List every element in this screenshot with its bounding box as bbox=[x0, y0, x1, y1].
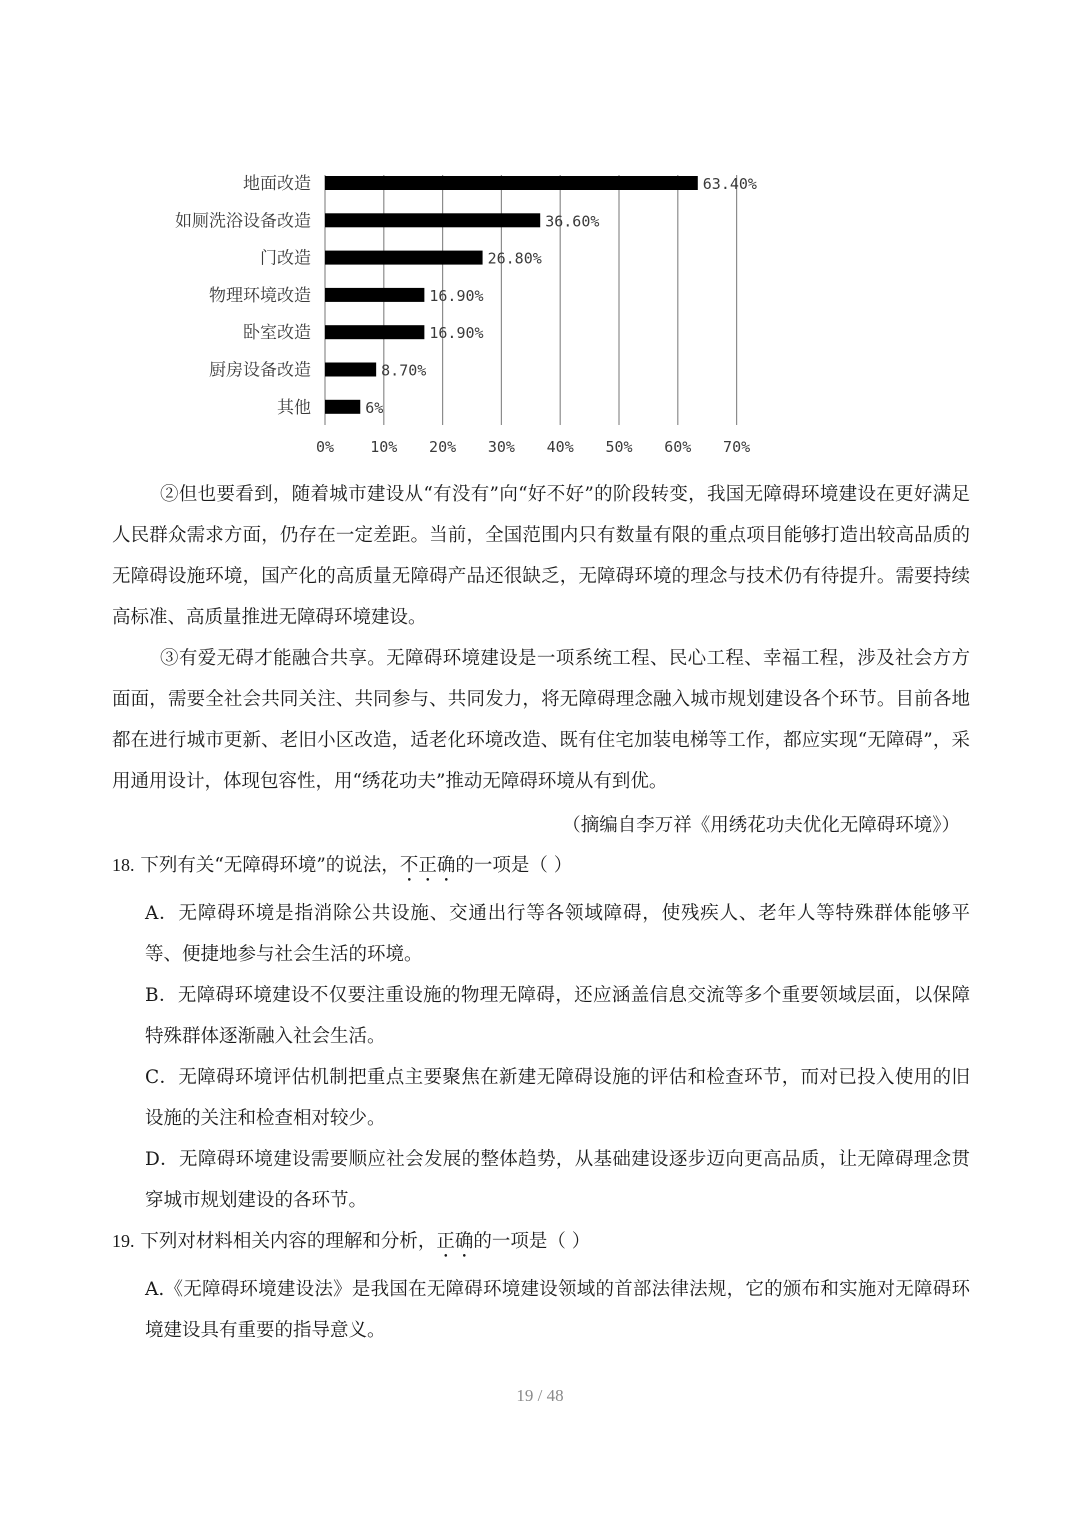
question-stem-text: 下列对材料相关内容的理解和分析， bbox=[140, 1231, 437, 1252]
bar-chart bbox=[0, 150, 1080, 460]
bar bbox=[325, 251, 483, 265]
data-label: 26.80% bbox=[487, 249, 542, 268]
x-tick-label: 60% bbox=[664, 438, 692, 456]
chart-x-tick-labels bbox=[316, 438, 750, 456]
question-number: 19. bbox=[112, 1231, 135, 1251]
question-number: 18. bbox=[112, 855, 135, 875]
x-tick-label: 10% bbox=[370, 438, 398, 456]
paragraph-3: ③有爱无碍才能融合共享。无障碍环境建设是一项系统工程、民心工程、幸福工程，涉及社会方方面面，需要全社会共同关注、共同参与、共同发力，将无障碍理念融入城市规划建设各个环节。目前各地都在进行城市更新、老旧小区改造，适老化环境改造、既有住宅加装电梯等工作，都应实现“无障碍”，采用通用设计，体现包容性，用“绣花功夫”推动无障碍环境从有到优。 bbox=[112, 648, 970, 792]
x-tick-label: 30% bbox=[487, 438, 515, 456]
bar bbox=[325, 213, 540, 227]
page-separator: / bbox=[537, 1386, 543, 1405]
source-citation: （摘编自李万祥《用绣花功夫优化无障碍环境》） bbox=[562, 815, 960, 836]
data-label: 36.60% bbox=[545, 212, 600, 231]
emphasis-text: 不正确 bbox=[399, 855, 456, 876]
chart-category-labels bbox=[175, 174, 311, 418]
bar bbox=[325, 363, 376, 377]
question-stem-text: 的一项是（ ） bbox=[473, 1231, 591, 1252]
bar bbox=[325, 288, 424, 302]
emphasis-text: 正确 bbox=[436, 1231, 474, 1252]
category-label: 如厕洗浴设备改造 bbox=[175, 211, 311, 232]
x-tick-label: 70% bbox=[723, 438, 751, 456]
category-label: 门改造 bbox=[260, 248, 311, 269]
x-tick-label: 0% bbox=[315, 438, 335, 456]
bar bbox=[325, 176, 698, 190]
category-label: 地面改造 bbox=[243, 174, 311, 194]
question-stem-text: 下列有关“无障碍环境”的说法， bbox=[140, 855, 400, 876]
page-current: 19 bbox=[516, 1386, 534, 1405]
question-stem-text: 的一项是（ ） bbox=[455, 855, 573, 876]
question-18-stem bbox=[112, 845, 972, 886]
bar bbox=[325, 325, 424, 339]
paragraph-2: ②但也要看到，随着城市建设从“有没有”向“好不好”的阶段转变，我国无障碍环境建设在更好满足人民群众需求方面，仍存在一定差距。当前，全国范围内只有数量有限的重点项目能够打造出较高品质的无障碍设施环境，国产化的高质量无障碍产品还很缺乏，无障碍环境的理念与技术仍有待提升。需要持续高标准、高质量推进无障碍环境建设。 bbox=[112, 484, 970, 628]
bar bbox=[325, 400, 360, 414]
data-label: 16.90% bbox=[429, 286, 484, 305]
page-total: 48 bbox=[546, 1386, 564, 1405]
question-19-stem bbox=[112, 1221, 972, 1262]
data-label: 16.90% bbox=[429, 324, 484, 343]
category-label: 物理环境改造 bbox=[209, 285, 311, 306]
data-label: 8.70% bbox=[381, 361, 427, 380]
option-a: A.《无障碍环境建设法》是我国在无障碍环境建设领域的首部法律法规，它的颁布和实施对无障碍环境建设具有重要的指导意义。 bbox=[145, 1279, 970, 1341]
option-c: C．无障碍环境评估机制把重点主要聚焦在新建无障碍设施的评估和检查环节，而对已投入使用的旧设施的关注和检查相对较少。 bbox=[145, 1067, 970, 1129]
x-tick-label: 50% bbox=[605, 438, 633, 456]
option-d: D．无障碍环境建设需要顺应社会发展的整体趋势，从基础建设逐步迈向更高品质，让无障碍理念贯穿城市规划建设的各环节。 bbox=[145, 1149, 970, 1211]
data-label: 6% bbox=[365, 398, 384, 417]
category-label: 卧室改造 bbox=[243, 323, 311, 344]
option-a: A．无障碍环境是指消除公共设施、交通出行等各领域障碍，使残疾人、老年人等特殊群体能够平等、便捷地参与社会生活的环境。 bbox=[145, 903, 970, 965]
x-tick-label: 20% bbox=[429, 438, 457, 456]
category-label: 其他 bbox=[277, 397, 311, 418]
option-b: B．无障碍环境建设不仅要注重设施的物理无障碍，还应涵盖信息交流等多个重要领域层面，以保障特殊群体逐渐融入社会生活。 bbox=[145, 985, 970, 1047]
data-label: 63.40% bbox=[702, 175, 757, 193]
x-tick-label: 40% bbox=[546, 438, 574, 456]
category-label: 厨房设备改造 bbox=[209, 360, 311, 381]
page-number bbox=[0, 1386, 1080, 1406]
